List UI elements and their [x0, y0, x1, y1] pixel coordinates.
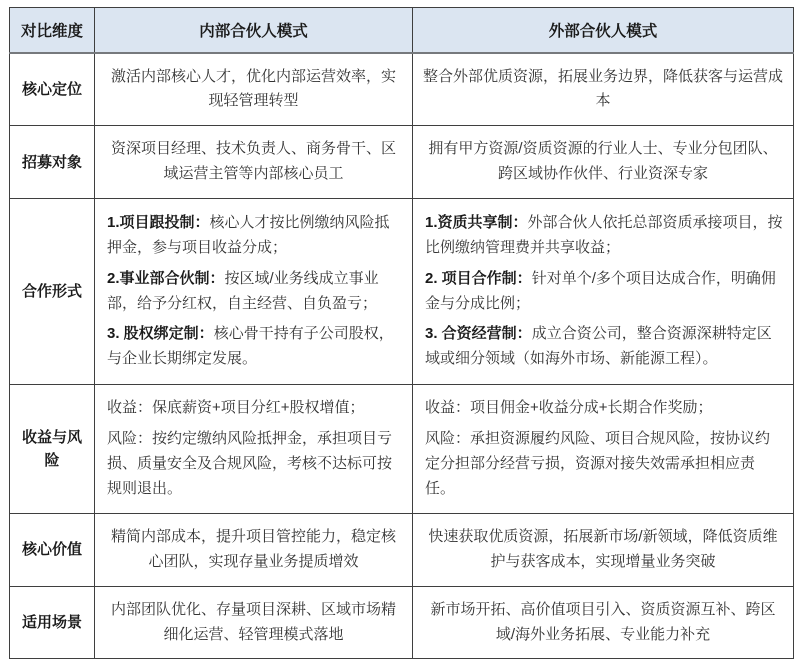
external-model-cell	[413, 199, 794, 385]
paragraph-label: 2. 项目合作制：	[425, 269, 532, 287]
cell-paragraph: 2.事业部合伙制：按区域/业务线成立事业部，给予分红权，自主经营、自负盈亏；	[107, 269, 379, 312]
comparison-table	[9, 7, 794, 659]
external-model-cell	[413, 53, 794, 126]
header-cell-2: 外部合伙人模式	[413, 8, 794, 53]
dimension-label: 核心价值	[10, 513, 95, 586]
internal-model-cell	[95, 385, 413, 514]
cell-paragraph: 3. 合资经营制：成立合资公司，整合资源深耕特定区域或细分领域（如海外市场、新能源工程）。	[425, 325, 772, 368]
cell-paragraph: 1.项目跟投制：核心人才按比例缴纳风险抵押金，参与项目收益分成；	[107, 213, 390, 256]
table-header	[10, 8, 794, 53]
internal-model-cell	[95, 513, 413, 586]
paragraph-label: 2.事业部合伙制：	[107, 269, 225, 287]
external-model-cell	[413, 385, 794, 514]
internal-model-cell	[95, 586, 413, 659]
table-row	[10, 199, 794, 385]
table-row	[10, 513, 794, 586]
cell-paragraph: 风险：按约定缴纳风险抵押金，承担项目亏损、质量安全及合规风险，考核不达标可按规则退出。	[107, 429, 393, 497]
header-row	[10, 8, 794, 53]
cell-paragraph: 新市场开拓、高价值项目引入、资质资源互补、跨区域/海外业务拓展、专业能力补充	[430, 600, 776, 643]
cell-paragraph: 内部团队优化、存量项目深耕、区域市场精细化运营、轻管理模式落地	[110, 600, 396, 643]
dimension-label: 收益与风险	[10, 385, 95, 514]
table-row	[10, 586, 794, 659]
cell-paragraph: 3. 股权绑定制：核心骨干持有子公司股权，与企业长期绑定发展。	[107, 325, 394, 368]
cell-paragraph: 收益：保底薪资+项目分红+股权增值；	[107, 399, 365, 417]
internal-model-cell	[95, 53, 413, 126]
header-cell-0: 对比维度	[10, 8, 95, 53]
external-model-cell	[413, 513, 794, 586]
dimension-label: 适用场景	[10, 586, 95, 659]
paragraph-label: 1.资质共享制：	[425, 213, 528, 231]
dimension-label: 招募对象	[10, 126, 95, 199]
dimension-label: 合作形式	[10, 199, 95, 385]
table-row	[10, 126, 794, 199]
table-body	[10, 53, 794, 659]
header-cell-1: 内部合伙人模式	[95, 8, 413, 53]
paragraph-label: 3. 股权绑定制：	[107, 325, 214, 343]
external-model-cell	[413, 586, 794, 659]
cell-paragraph: 激活内部核心人才，优化内部运营效率，实现轻管理转型	[110, 67, 396, 110]
cell-paragraph: 收益：项目佣金+收益分成+长期合作奖励；	[425, 399, 713, 417]
dimension-label: 核心定位	[10, 53, 95, 126]
internal-model-cell	[95, 199, 413, 385]
table-row	[10, 53, 794, 126]
table-row	[10, 385, 794, 514]
cell-paragraph: 整合外部优质资源，拓展业务边界，降低获客与运营成本	[423, 67, 784, 110]
external-model-cell	[413, 126, 794, 199]
cell-paragraph: 2. 项目合作制：针对单个/多个项目达成合作，明确佣金与分成比例；	[425, 269, 776, 312]
paragraph-label: 3. 合资经营制：	[425, 325, 532, 343]
cell-paragraph: 精简内部成本，提升项目管控能力，稳定核心团队，实现存量业务提质增效	[110, 527, 396, 570]
cell-paragraph: 风险：承担资源履约风险、项目合规风险，按协议约定分担部分经营亏损，资源对接失效需承担相应责任。	[425, 429, 771, 497]
cell-paragraph: 1.资质共享制：外部合伙人依托总部资质承接项目，按比例缴纳管理费并共享收益；	[425, 213, 783, 256]
paragraph-label: 1.项目跟投制：	[107, 213, 210, 231]
cell-paragraph: 拥有甲方资源/资质资源的行业人士、专业分包团队、跨区域协作伙伴、行业资深专家	[428, 140, 778, 183]
cell-paragraph: 快速获取优质资源，拓展新市场/新领域，降低资质维护与获客成本，实现增量业务突破	[428, 527, 778, 570]
internal-model-cell	[95, 126, 413, 199]
cell-paragraph: 资深项目经理、技术负责人、商务骨干、区域运营主管等内部核心员工	[110, 140, 396, 183]
